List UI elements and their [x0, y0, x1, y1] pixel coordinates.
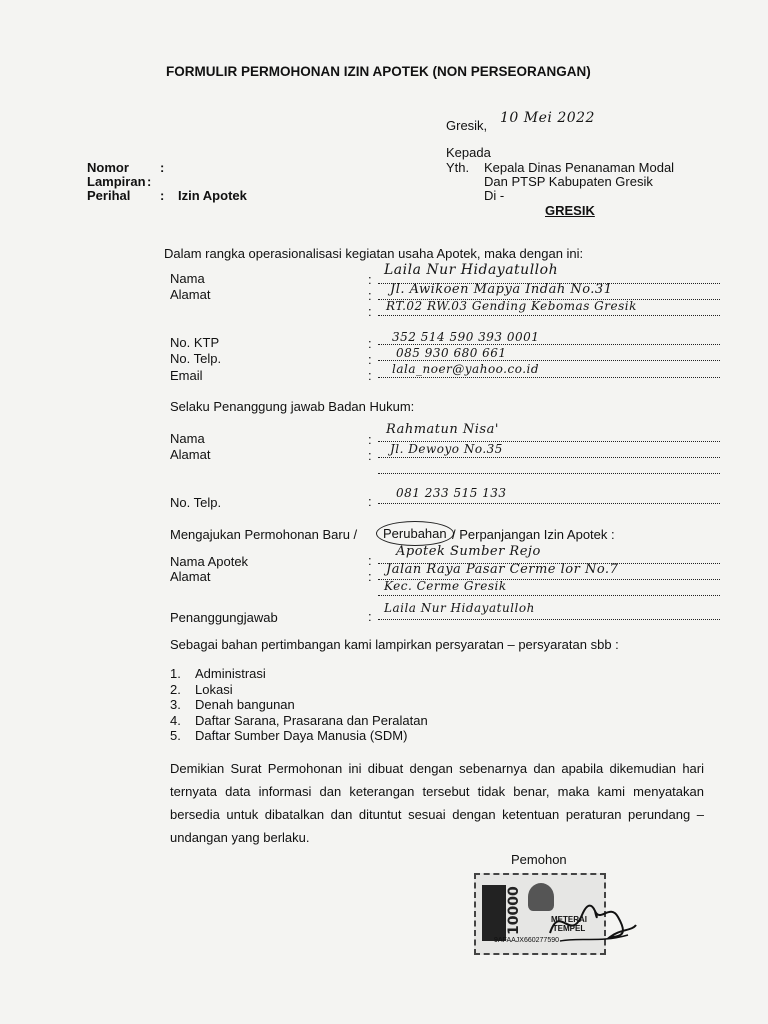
colon: : — [368, 448, 372, 463]
applicant-telp-value: 085 930 680 661 — [396, 346, 507, 360]
colon: : — [368, 609, 372, 624]
attachments-intro: Sebagai bahan pertimbangan kami lampirkan persyaratan – persyaratan sbb : — [170, 637, 619, 652]
pharmacy-pj-label: Penanggungjawab — [170, 610, 278, 625]
list-item — [170, 713, 428, 728]
fill-line — [378, 377, 720, 378]
kepada-label: Kepada — [446, 145, 491, 160]
colon: : — [368, 336, 372, 351]
applicant-nama-value: Laila Nur Hidayatulloh — [384, 262, 559, 278]
stamp-value: 10000 — [506, 886, 522, 935]
addressee-line-1: Kepala Dinas Penanaman Modal — [484, 160, 675, 175]
colon: : — [368, 553, 372, 568]
list-text: Administrasi — [195, 666, 266, 681]
perihal-label: Perihal — [87, 188, 131, 203]
list-item — [170, 682, 233, 697]
fill-line — [378, 619, 720, 620]
request-option-circled: Perubahan — [376, 521, 454, 546]
addressee-line-3: Di - — [484, 188, 505, 203]
fill-line — [378, 473, 720, 474]
list-item — [170, 697, 295, 712]
responsible-nama-label: Nama — [170, 431, 205, 446]
colon: : — [368, 569, 372, 584]
fill-line — [378, 360, 720, 361]
pharmacy-nama-value: Apotek Sumber Rejo — [396, 544, 541, 559]
signature-role: Pemohon — [511, 852, 567, 867]
colon: : — [147, 174, 152, 189]
applicant-telp-label: No. Telp. — [170, 351, 222, 366]
colon: : — [368, 494, 372, 509]
applicant-ktp-value: 352 514 590 393 0001 — [392, 330, 540, 344]
list-number: 1. — [170, 666, 181, 681]
lampiran-label: Lampiran — [87, 174, 146, 189]
pharmacy-alamat-value-1: Jalan Raya Pasar Cerme lor No.7 — [386, 562, 619, 577]
list-item — [170, 666, 266, 681]
pharmacy-alamat-value-2: Kec. Cerme Gresik — [384, 579, 507, 593]
pharmacy-nama-label: Nama Apotek — [170, 554, 249, 569]
list-text: Denah bangunan — [195, 697, 295, 712]
fill-line — [378, 344, 720, 345]
fill-line — [378, 315, 720, 316]
responsible-alamat-label: Alamat — [170, 447, 211, 462]
list-text: Lokasi — [195, 682, 233, 697]
request-suffix: / Perpanjangan Izin Apotek : — [452, 527, 615, 542]
applicant-nama-label: Nama — [170, 271, 205, 286]
responsible-telp-value: 081 233 515 133 — [396, 486, 507, 500]
responsible-alamat-value: Jl. Dewoyo No.35 — [390, 442, 503, 456]
pharmacy-pj-value: Laila Nur Hidayatulloh — [384, 601, 535, 615]
list-number: 4. — [170, 713, 181, 728]
stamp-code: 9AFAAJX660277590 — [494, 937, 559, 944]
date-handwritten: 10 Mei 2022 — [500, 110, 595, 126]
list-text: Daftar Sarana, Prasarana dan Peralatan — [195, 713, 428, 728]
responsible-telp-label: No. Telp. — [170, 495, 222, 510]
colon: : — [368, 304, 372, 319]
form-title: FORMULIR PERMOHONAN IZIN APOTEK (NON PERSEORANGAN) — [166, 64, 591, 79]
applicant-email-label: Email — [170, 368, 203, 383]
colon: : — [368, 368, 372, 383]
stamp-text: METERAI TEMPEL — [551, 915, 587, 933]
fill-line — [378, 457, 720, 458]
colon: : — [368, 272, 372, 287]
applicant-ktp-label: No. KTP — [170, 335, 220, 350]
applicant-alamat-value-2: RT.02 RW.03 Gending Kebomas Gresik — [386, 299, 637, 313]
colon: : — [368, 288, 372, 303]
fill-line — [378, 503, 720, 504]
list-number: 2. — [170, 682, 181, 697]
responsible-nama-value: Rahmatun Nisa' — [386, 422, 499, 437]
colon: : — [160, 188, 165, 203]
colon: : — [368, 432, 372, 447]
applicant-alamat-label: Alamat — [170, 287, 211, 302]
pharmacy-alamat-label: Alamat — [170, 569, 211, 584]
list-item — [170, 728, 407, 743]
addressee-line-2: Dan PTSP Kabupaten Gresik — [484, 174, 653, 189]
place-label: Gresik, — [446, 118, 488, 133]
applicant-alamat-value-1: Jl. Awikoen Mapya Indah No.31 — [390, 282, 613, 297]
applicant-email-value: lala_noer@yahoo.co.id — [392, 362, 540, 376]
stamp-barcode — [482, 885, 506, 941]
fill-line — [378, 595, 720, 596]
colon: : — [368, 352, 372, 367]
perihal-value: Izin Apotek — [178, 188, 247, 203]
handwritten-signature — [540, 893, 640, 953]
yth-label: Yth. — [446, 160, 470, 175]
list-number: 3. — [170, 697, 181, 712]
list-text: Daftar Sumber Daya Manusia (SDM) — [195, 728, 408, 743]
intro-text: Dalam rangka operasionalisasi kegiatan usaha Apotek, maka dengan ini: — [164, 246, 584, 261]
request-prefix: Mengajukan Permohonan Baru / — [170, 527, 358, 542]
list-number: 5. — [170, 728, 181, 743]
city-label: GRESIK — [545, 203, 595, 218]
responsible-intro: Selaku Penanggung jawab Badan Hukum: — [170, 399, 415, 414]
closing-paragraph: Demikian Surat Permohonan ini dibuat dengan sebenarnya dan apabila dikemudian hari ternyata data informasi dan keterangan tersebut tidak benar, maka kami menyatakan bersedia untuk dibatalkan dan dituntut sesuai dengan ketentuan peraturan perundang – undangan yang berlaku. — [170, 761, 704, 845]
nomor-label: Nomor — [87, 160, 129, 175]
colon: : — [160, 160, 165, 175]
